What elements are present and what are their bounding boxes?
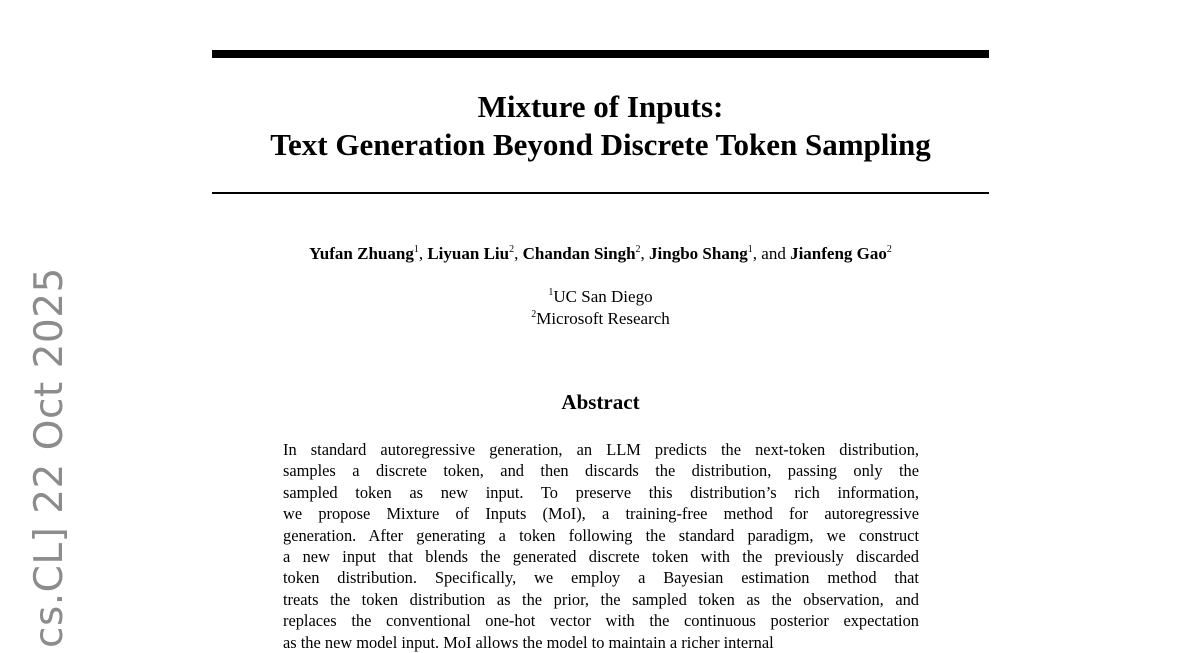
abstract-line: a new input that blends the generated discrete token with the previously discarded bbox=[283, 546, 919, 566]
author-name: Chandan Singh bbox=[522, 244, 636, 263]
affiliation-2 bbox=[212, 308, 989, 330]
abstract-line: treats the token distribution as the prior, the sampled token as the observation, and bbox=[283, 589, 919, 609]
abstract-body bbox=[283, 439, 919, 653]
author-name: Jianfeng Gao bbox=[790, 244, 887, 263]
abstract-line: replaces the conventional one-hot vector with the continuous posterior expectation bbox=[283, 611, 919, 631]
author-name: Yufan Zhuang bbox=[309, 244, 414, 263]
paper-title-line-1: Mixture of Inputs: bbox=[477, 89, 724, 124]
author-affiliation-mark: 2 bbox=[886, 244, 892, 255]
author-separator: , bbox=[418, 244, 428, 263]
abstract-heading: Abstract bbox=[561, 390, 640, 414]
author-list bbox=[212, 243, 989, 265]
affiliation-name: UC San Diego bbox=[553, 287, 653, 306]
abstract-line: In standard autoregressive generation, an LLM predicts the next-token distribution, bbox=[283, 440, 919, 459]
author-separator-and: , and bbox=[752, 244, 791, 263]
author-affiliation-mark: 1 bbox=[413, 244, 419, 255]
abstract-line: we propose Mixture of Inputs (MoI), a training-free method for autoregressive bbox=[283, 504, 919, 524]
author-separator: , bbox=[514, 244, 523, 263]
author-affiliation-mark: 1 bbox=[747, 244, 753, 255]
abstract-line: as the new model input. MoI allows the model to maintain a richer internal bbox=[283, 632, 774, 652]
affiliation-mark: 2 bbox=[531, 309, 537, 320]
paper-title-line-2: Text Generation Beyond Discrete Token Sampling bbox=[270, 127, 931, 162]
author-name: Jingbo Shang bbox=[649, 244, 748, 263]
abstract-line: generation. After generating a token following the standard paradigm, we construct bbox=[283, 525, 919, 545]
arxiv-stamp: cs.CL] 22 Oct 2025 bbox=[27, 267, 72, 648]
title-bottom-rule bbox=[212, 192, 989, 194]
title-top-rule bbox=[212, 50, 989, 58]
affiliation-name: Microsoft Research bbox=[536, 309, 670, 328]
abstract-line: samples a discrete token, and then discards the distribution, passing only the bbox=[283, 461, 919, 481]
affiliation-1 bbox=[212, 286, 989, 308]
author-affiliation-mark: 2 bbox=[635, 244, 641, 255]
author-affiliation-mark: 2 bbox=[509, 244, 515, 255]
author-name: Liyuan Liu bbox=[427, 244, 510, 263]
affiliation-mark: 1 bbox=[548, 287, 554, 298]
author-separator: , bbox=[640, 244, 650, 263]
abstract-line: token distribution. Specifically, we employ a Bayesian estimation method that bbox=[283, 568, 919, 588]
abstract-line: sampled token as new input. To preserve this distribution’s rich information, bbox=[283, 482, 919, 502]
